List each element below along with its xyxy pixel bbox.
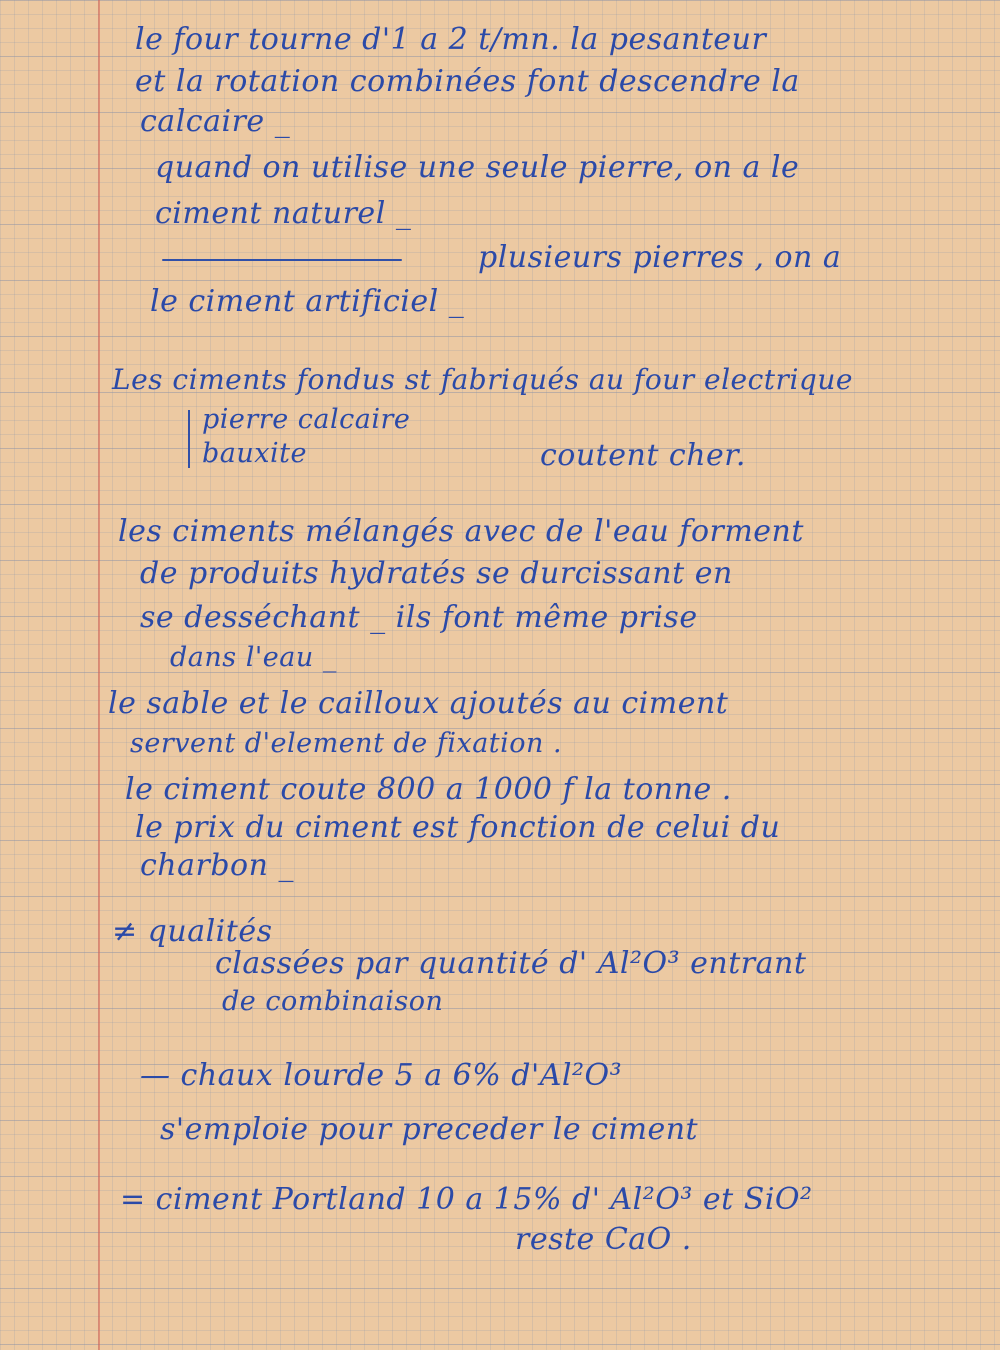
note-line: = ciment Portland 10 a 15% d' Al²O³ et SiO²: [120, 1182, 813, 1217]
note-line: le sable et le cailloux ajoutés au ciment: [108, 686, 729, 721]
ditto-underline: [162, 259, 402, 261]
list-bracket: [188, 410, 190, 468]
notebook-margin-line: [98, 0, 100, 1350]
note-line: le prix du ciment est fonction de celui du: [135, 810, 781, 845]
note-line: Les ciments fondus st fabriqués au four electrique: [112, 363, 853, 396]
note-line: se desséchant _ ils font même prise: [140, 600, 698, 635]
note-line: coutent cher.: [540, 438, 746, 473]
note-line: servent d'element de fixation .: [130, 728, 563, 759]
note-line: de produits hydratés se durcissant en: [140, 556, 733, 591]
note-line: de combinaison: [222, 986, 444, 1017]
note-line: ≠ qualités: [112, 914, 273, 949]
note-line: charbon _: [140, 848, 294, 883]
note-line: plusieurs pierres , on a: [478, 240, 842, 275]
note-line: quand on utilise une seule pierre, on a le: [155, 150, 800, 185]
note-line: s'emploie pour preceder le ciment: [160, 1112, 699, 1147]
note-line: — chaux lourde 5 a 6% d'Al²O³: [140, 1058, 623, 1093]
note-line: dans l'eau _: [170, 642, 337, 673]
note-line: reste CaO .: [515, 1222, 692, 1257]
note-line: les ciments mélangés avec de l'eau forment: [118, 514, 804, 549]
note-line: pierre calcaire: [202, 404, 411, 435]
note-line: ciment naturel _: [155, 196, 412, 231]
note-line: le ciment artificiel _: [150, 284, 465, 319]
note-line: classées par quantité d' Al²O³ entrant: [215, 946, 807, 981]
note-line: le four tourne d'1 a 2 t/mn. la pesanteur: [135, 22, 767, 57]
note-line: et la rotation combinées font descendre la: [135, 64, 800, 99]
note-line: bauxite: [202, 438, 307, 469]
note-line: le ciment coute 800 a 1000 f la tonne .: [125, 772, 732, 807]
note-line: calcaire _: [140, 104, 291, 139]
